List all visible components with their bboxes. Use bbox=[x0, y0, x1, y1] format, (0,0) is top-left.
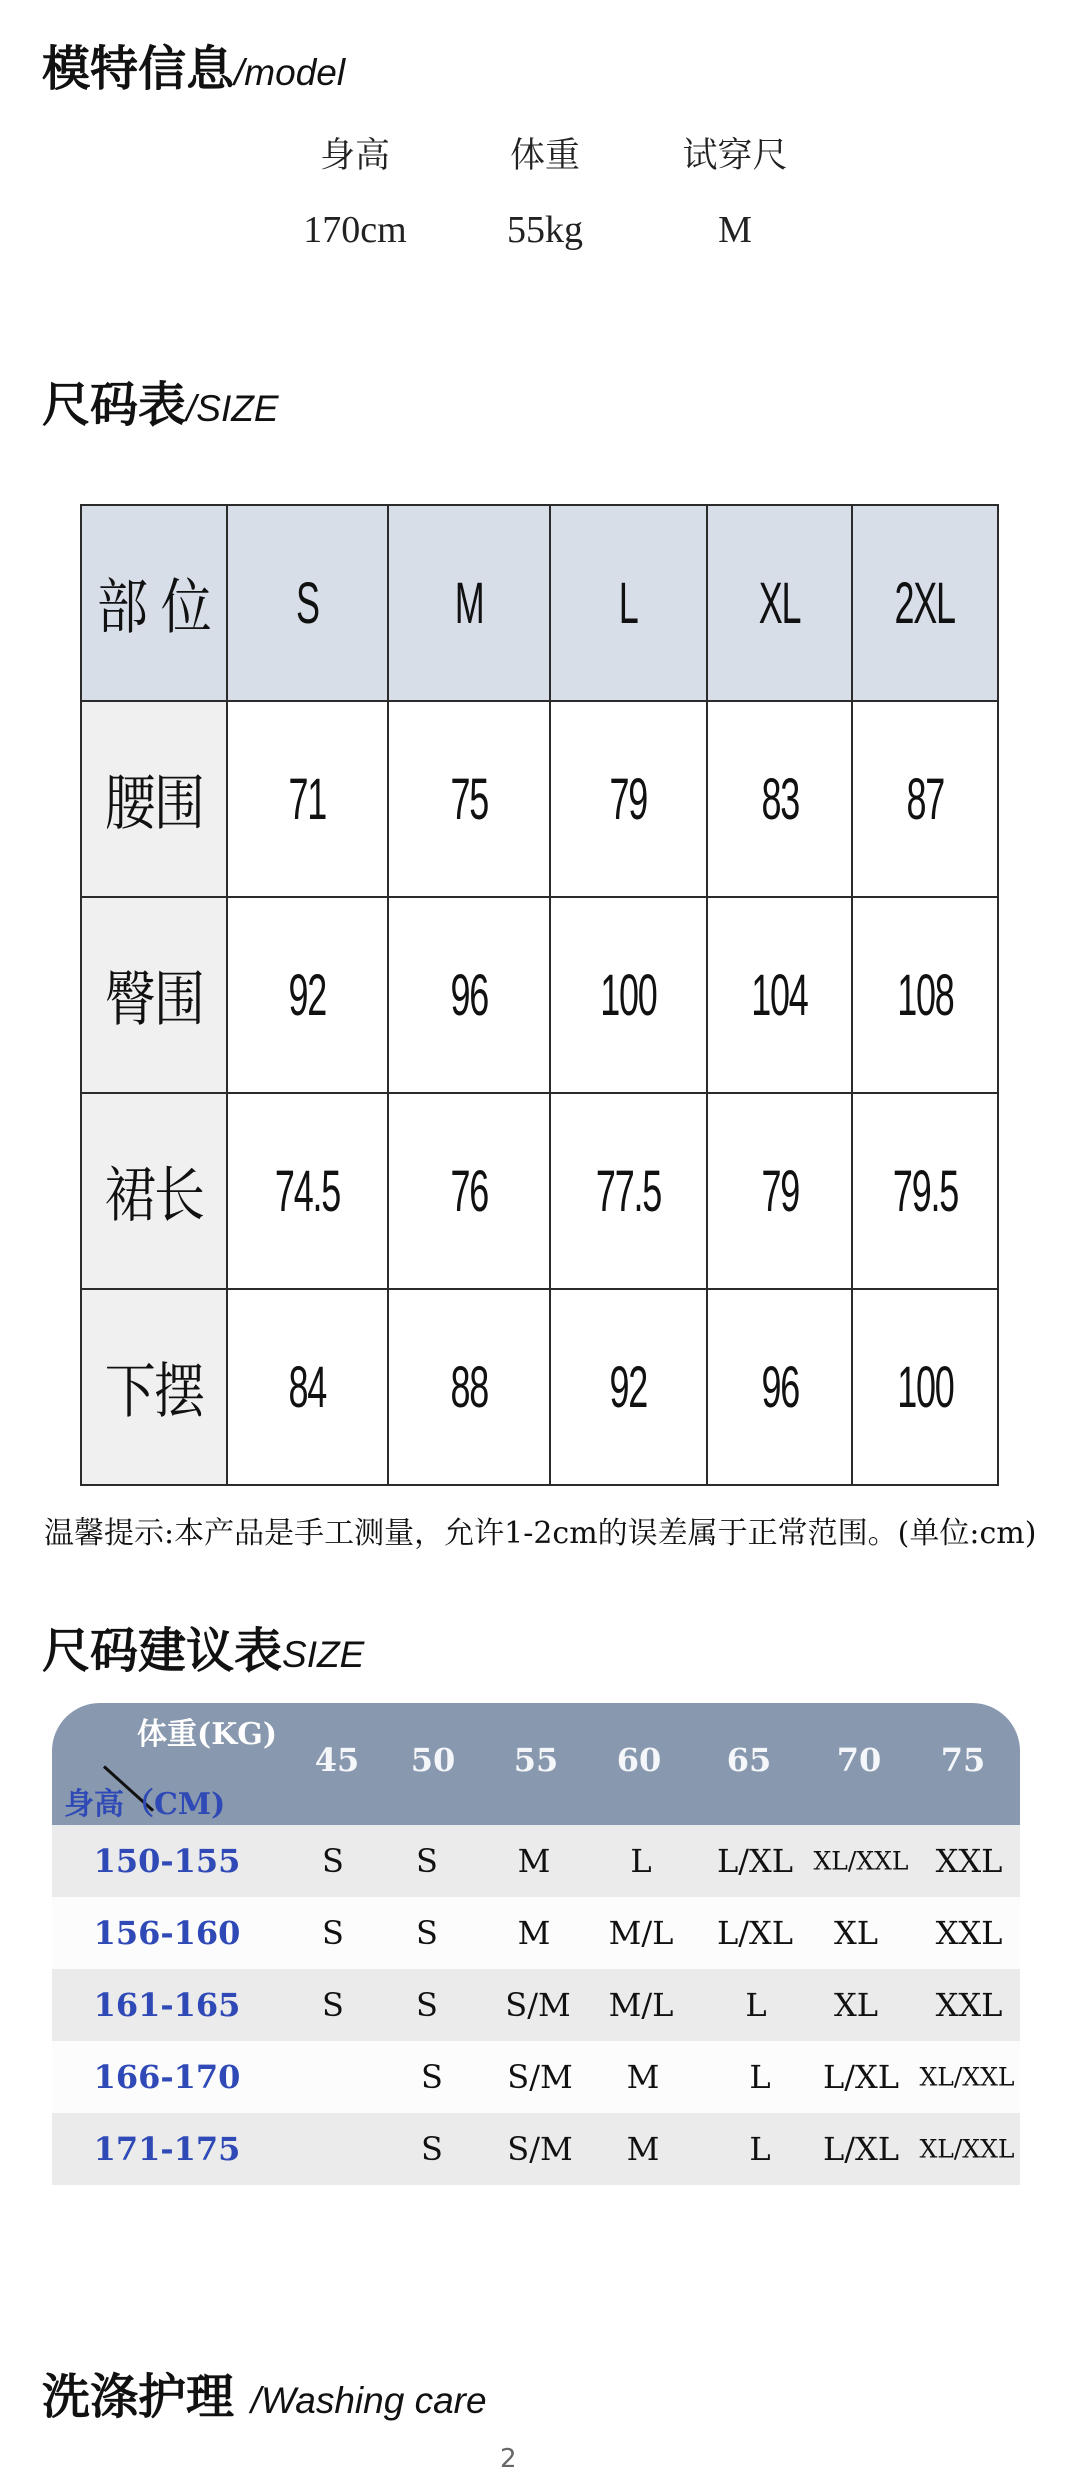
size-header-part: 部 位 bbox=[81, 505, 227, 701]
suggested-size: M bbox=[517, 1914, 551, 1952]
suggested-size: M/L bbox=[608, 1986, 674, 2024]
suggestion-row bbox=[52, 1969, 1020, 2041]
size-header-s: S bbox=[227, 505, 389, 701]
model-section-title bbox=[42, 30, 345, 99]
model-header-weight: 体重 bbox=[509, 136, 580, 176]
suggested-size: L/XL bbox=[822, 2130, 900, 2168]
model-title-cn: 模特信息 bbox=[42, 41, 235, 97]
size-title-en: /SIZE bbox=[186, 388, 279, 429]
suggestion-row bbox=[52, 2113, 1020, 2185]
height-range: 156-160 bbox=[93, 1914, 241, 1952]
height-range: 166-170 bbox=[93, 2058, 241, 2096]
suggested-size: S/M bbox=[505, 1986, 571, 2024]
suggested-size: XL/XXL bbox=[919, 2062, 1015, 2092]
model-value-size: M bbox=[718, 209, 752, 251]
size-row-hem bbox=[81, 1289, 998, 1485]
suggested-size: S bbox=[416, 1914, 438, 1952]
suggested-size: S bbox=[416, 1986, 438, 2024]
suggested-size: M bbox=[626, 2058, 660, 2096]
model-title-en: /model bbox=[234, 52, 346, 93]
size-cell: 96 bbox=[707, 1289, 852, 1485]
size-cell: 100 bbox=[550, 897, 708, 1093]
model-info bbox=[260, 128, 860, 252]
size-cell: 96 bbox=[388, 897, 549, 1093]
weight-axis-label: 体重(KG) bbox=[137, 1717, 278, 1752]
size-part-label: 裙长 bbox=[81, 1093, 227, 1289]
weight-column-header: 70 bbox=[836, 1741, 882, 1779]
size-row-length bbox=[81, 1093, 998, 1289]
size-cell: 88 bbox=[388, 1289, 549, 1485]
suggested-size: S bbox=[322, 1842, 344, 1880]
model-info-headers bbox=[260, 128, 860, 178]
suggested-size: XL bbox=[833, 1986, 879, 2024]
size-cell: 87 bbox=[852, 701, 998, 897]
size-title-cn: 尺码表 bbox=[42, 377, 187, 433]
suggested-size: XL/XXL bbox=[919, 2134, 1015, 2164]
suggestion-row bbox=[52, 2041, 1020, 2113]
page-mark: 2 bbox=[500, 2444, 517, 2474]
suggested-size: L bbox=[630, 1842, 652, 1880]
suggestion-header-row bbox=[52, 1703, 1020, 1825]
size-table bbox=[80, 504, 999, 1486]
size-cell: 76 bbox=[388, 1093, 549, 1289]
suggested-size: L/XL bbox=[716, 1914, 794, 1952]
height-range: 161-165 bbox=[93, 1986, 241, 2024]
washing-title-cn: 洗涤护理 bbox=[42, 2369, 235, 2425]
suggested-size: S bbox=[421, 2058, 443, 2096]
model-value-weight: 55kg bbox=[507, 209, 583, 251]
weight-column-header: 75 bbox=[940, 1741, 986, 1779]
suggestion-section-title bbox=[42, 1612, 364, 1681]
size-cell: 79 bbox=[550, 701, 708, 897]
size-cell: 108 bbox=[852, 897, 998, 1093]
size-header-m: M bbox=[388, 505, 549, 701]
size-row-waist bbox=[81, 701, 998, 897]
size-cell: 71 bbox=[227, 701, 389, 897]
suggested-size: XXL bbox=[935, 1914, 1003, 1952]
suggested-size: M bbox=[517, 1842, 551, 1880]
weight-column-header: 65 bbox=[726, 1741, 772, 1779]
suggestion-title-en: SIZE bbox=[282, 1634, 365, 1675]
weight-column-header: 60 bbox=[616, 1741, 662, 1779]
size-part-label: 腰围 bbox=[81, 701, 227, 897]
size-row-hip bbox=[81, 897, 998, 1093]
suggestion-title-cn: 尺码建议表 bbox=[42, 1623, 283, 1679]
suggested-size: S bbox=[416, 1842, 438, 1880]
weight-column-header: 50 bbox=[410, 1741, 456, 1779]
size-part-label: 臀围 bbox=[81, 897, 227, 1093]
washing-section-title bbox=[42, 2358, 487, 2427]
model-info-values bbox=[260, 208, 860, 252]
suggested-size: L/XL bbox=[716, 1842, 794, 1880]
height-axis-label: 身高（CM) bbox=[64, 1787, 226, 1822]
model-header-size: 试穿尺 bbox=[682, 136, 788, 176]
size-cell: 79.5 bbox=[852, 1093, 998, 1289]
size-cell: 79 bbox=[707, 1093, 852, 1289]
washing-title-en: /Washing care bbox=[250, 2380, 487, 2421]
size-header-xl: XL bbox=[707, 505, 852, 701]
weight-column-header: 55 bbox=[513, 1741, 559, 1779]
measurement-note: 温馨提示:本产品是手工测量，允许1-2cm的误差属于正常范围。(单位:cm) bbox=[44, 1516, 1037, 1551]
size-section-title bbox=[42, 366, 279, 435]
suggestion-row bbox=[52, 1825, 1020, 1897]
size-cell: 100 bbox=[852, 1289, 998, 1485]
suggested-size: L bbox=[749, 2058, 771, 2096]
suggested-size: M/L bbox=[608, 1914, 674, 1952]
suggested-size: L bbox=[745, 1986, 767, 2024]
height-range: 150-155 bbox=[93, 1842, 241, 1880]
suggested-size: M bbox=[626, 2130, 660, 2168]
weight-column-header: 45 bbox=[314, 1741, 360, 1779]
suggested-size: XXL bbox=[935, 1842, 1003, 1880]
size-header-2xl: 2XL bbox=[852, 505, 998, 701]
height-range: 171-175 bbox=[93, 2130, 241, 2168]
suggested-size: XXL bbox=[935, 1986, 1003, 2024]
suggested-size: L/XL bbox=[822, 2058, 900, 2096]
suggested-size: L bbox=[749, 2130, 771, 2168]
suggestion-row bbox=[52, 1897, 1020, 1969]
size-cell: 92 bbox=[227, 897, 389, 1093]
suggested-size: S bbox=[322, 1986, 344, 2024]
suggested-size: S/M bbox=[507, 2130, 573, 2168]
suggested-size: S/M bbox=[507, 2058, 573, 2096]
size-cell: 104 bbox=[707, 897, 852, 1093]
suggested-size: S bbox=[421, 2130, 443, 2168]
size-table-header-row bbox=[81, 505, 998, 701]
size-header-l: L bbox=[550, 505, 708, 701]
suggested-size: S bbox=[322, 1914, 344, 1952]
model-value-height: 170cm bbox=[303, 209, 407, 251]
size-cell: 83 bbox=[707, 701, 852, 897]
size-part-label: 下摆 bbox=[81, 1289, 227, 1485]
model-header-height: 身高 bbox=[319, 136, 390, 176]
size-cell: 74.5 bbox=[227, 1093, 389, 1289]
size-cell: 75 bbox=[388, 701, 549, 897]
suggested-size: XL bbox=[833, 1914, 879, 1952]
size-cell: 77.5 bbox=[550, 1093, 708, 1289]
suggested-size: XL/XXL bbox=[813, 1846, 909, 1876]
size-cell: 92 bbox=[550, 1289, 708, 1485]
size-cell: 84 bbox=[227, 1289, 389, 1485]
size-suggestion-table bbox=[52, 1703, 1020, 2185]
